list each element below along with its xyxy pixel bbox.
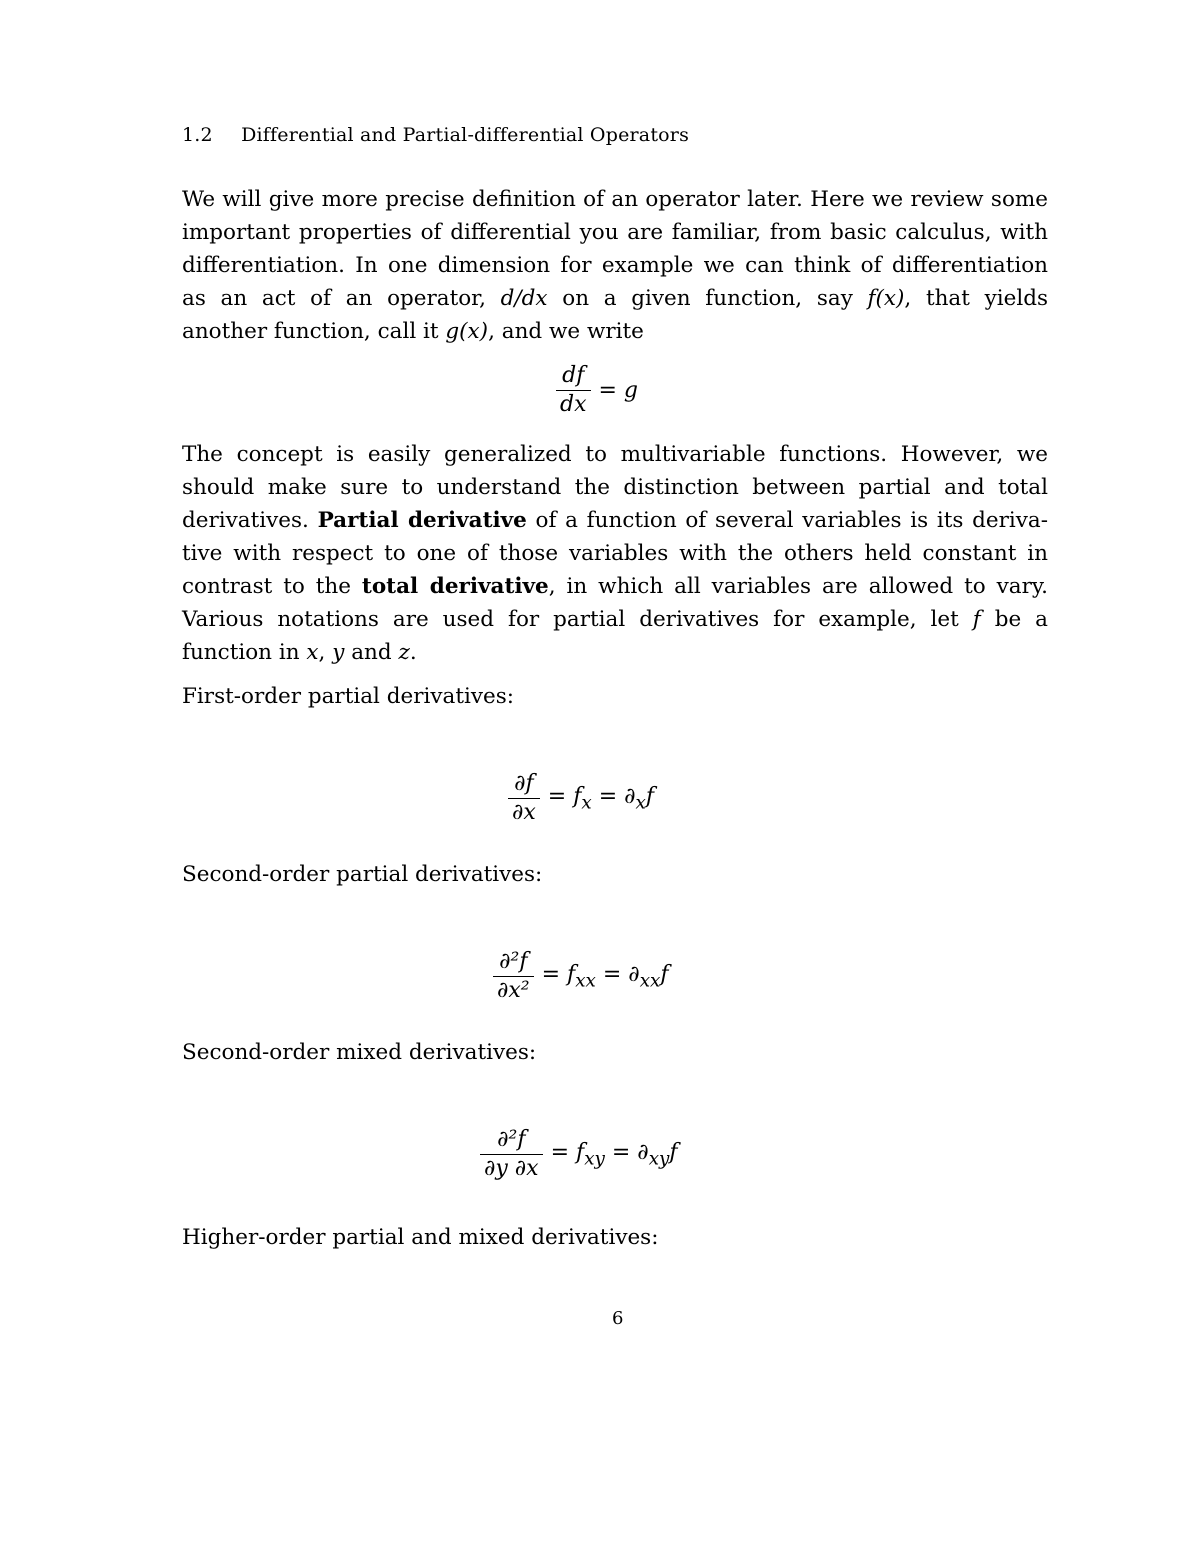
text-run: ,	[318, 640, 333, 665]
text-run: contrast to the	[182, 574, 362, 599]
equation-rhs	[542, 962, 669, 991]
fraction-denominator: ∂y ∂x	[484, 1156, 539, 1181]
text-run: another function, call it	[182, 319, 446, 344]
fraction	[493, 948, 534, 1005]
text-run: = ∂	[595, 961, 640, 987]
text-run: of a function of several variables is its deriva-	[526, 508, 1048, 533]
paragraph-line	[182, 570, 1048, 603]
fraction-denominator: ∂x²	[497, 978, 530, 1003]
math-inline: f	[669, 1139, 678, 1165]
math-inline: f	[576, 1139, 585, 1165]
label-mixed-order: Second-order mixed derivatives:	[182, 1040, 537, 1065]
math-inline: f	[645, 783, 655, 809]
section-number: 1.2	[182, 124, 213, 146]
text-run: as an act of an operator,	[182, 286, 501, 311]
paragraph-line: The concept is easily generalized to multivariable functions. However, we	[182, 442, 1048, 467]
text-run: .	[409, 640, 417, 665]
fraction	[480, 1126, 543, 1183]
fraction-numerator: ∂f	[514, 771, 534, 796]
paragraph-line	[182, 282, 1048, 315]
term-partial-derivative: Partial derivative	[317, 508, 527, 533]
text-run: be a	[980, 607, 1048, 632]
paragraph-line: differentiation. In one dimension for example we can think of differentiation	[182, 253, 1048, 278]
math-inline: f	[567, 961, 576, 987]
text-run: function in	[182, 640, 307, 665]
page-number: 6	[612, 1308, 624, 1329]
subscript: x	[581, 792, 592, 814]
intro-paragraph	[182, 183, 1048, 348]
subscript: x	[635, 792, 646, 814]
paragraph-line	[182, 504, 1048, 537]
text-run: , and we write	[488, 319, 644, 344]
text-run: , that yields	[904, 286, 1049, 311]
fraction	[508, 770, 540, 827]
section-title: Differential and Partial-differential Operators	[241, 124, 690, 146]
fraction-denominator: ∂x	[512, 800, 536, 825]
label-first-order: First-order partial derivatives:	[182, 684, 515, 709]
text-run: = ∂	[604, 1139, 649, 1165]
text-run: derivatives.	[182, 508, 318, 533]
equation-first-order	[508, 770, 654, 827]
math-inline: f	[573, 783, 582, 809]
fraction-numerator: ∂²f	[499, 949, 528, 974]
math-inline: y	[332, 640, 345, 665]
subscript: xx	[575, 970, 596, 992]
equation-rhs	[551, 1140, 678, 1169]
label-higher-order: Higher-order partial and mixed derivatives:	[182, 1225, 659, 1250]
paragraph-line	[182, 315, 1048, 348]
math-inline: x	[306, 640, 319, 665]
term-total-derivative: total derivative	[361, 574, 549, 599]
label-second-order: Second-order partial derivatives:	[182, 862, 543, 887]
fraction-numerator: df	[562, 363, 585, 388]
equation-rhs: = g	[598, 378, 639, 403]
math-inline: d/dx	[500, 286, 548, 311]
math-inline: z	[398, 640, 410, 665]
subscript: xy	[584, 1148, 605, 1170]
equation-second-order	[493, 948, 669, 1005]
paragraph-line: important properties of differential you are familiar, from basic calculus, with	[182, 220, 1048, 245]
fraction-denominator: dx	[560, 392, 587, 417]
subscript: xy	[648, 1148, 670, 1170]
math-inline: f(x)	[867, 286, 905, 311]
text-run: =	[547, 783, 574, 809]
text-run: =	[541, 961, 568, 987]
fraction	[556, 362, 591, 419]
math-inline: g(x)	[445, 319, 489, 344]
text-run: = ∂	[591, 783, 636, 809]
paragraph-line	[182, 636, 1048, 669]
paragraph-line	[182, 603, 1048, 636]
equation-rhs	[548, 784, 654, 813]
equation-mixed-order	[480, 1126, 678, 1183]
paragraph-line: We will give more precise definition of an operator later. Here we review some	[182, 187, 1048, 212]
fraction-numerator: ∂²f	[497, 1127, 526, 1152]
text-run: and	[344, 640, 399, 665]
concept-paragraph	[182, 438, 1048, 669]
text-run: , in which all variables are allowed to vary.	[548, 574, 1049, 599]
paragraph-line: tive with respect to one of those variables with the others held constant in	[182, 541, 1048, 566]
math-inline: f	[660, 961, 669, 987]
subscript: xx	[639, 970, 661, 992]
text-run: =	[550, 1139, 577, 1165]
text-run: on a given function, say	[547, 286, 868, 311]
equation-derivative	[556, 362, 638, 419]
text-run: Various notations are used for partial derivatives for example, let	[182, 607, 973, 632]
section-heading	[182, 124, 689, 146]
math-inline: f	[972, 607, 981, 632]
paragraph-line: should make sure to understand the distinction between partial and total	[182, 475, 1048, 500]
